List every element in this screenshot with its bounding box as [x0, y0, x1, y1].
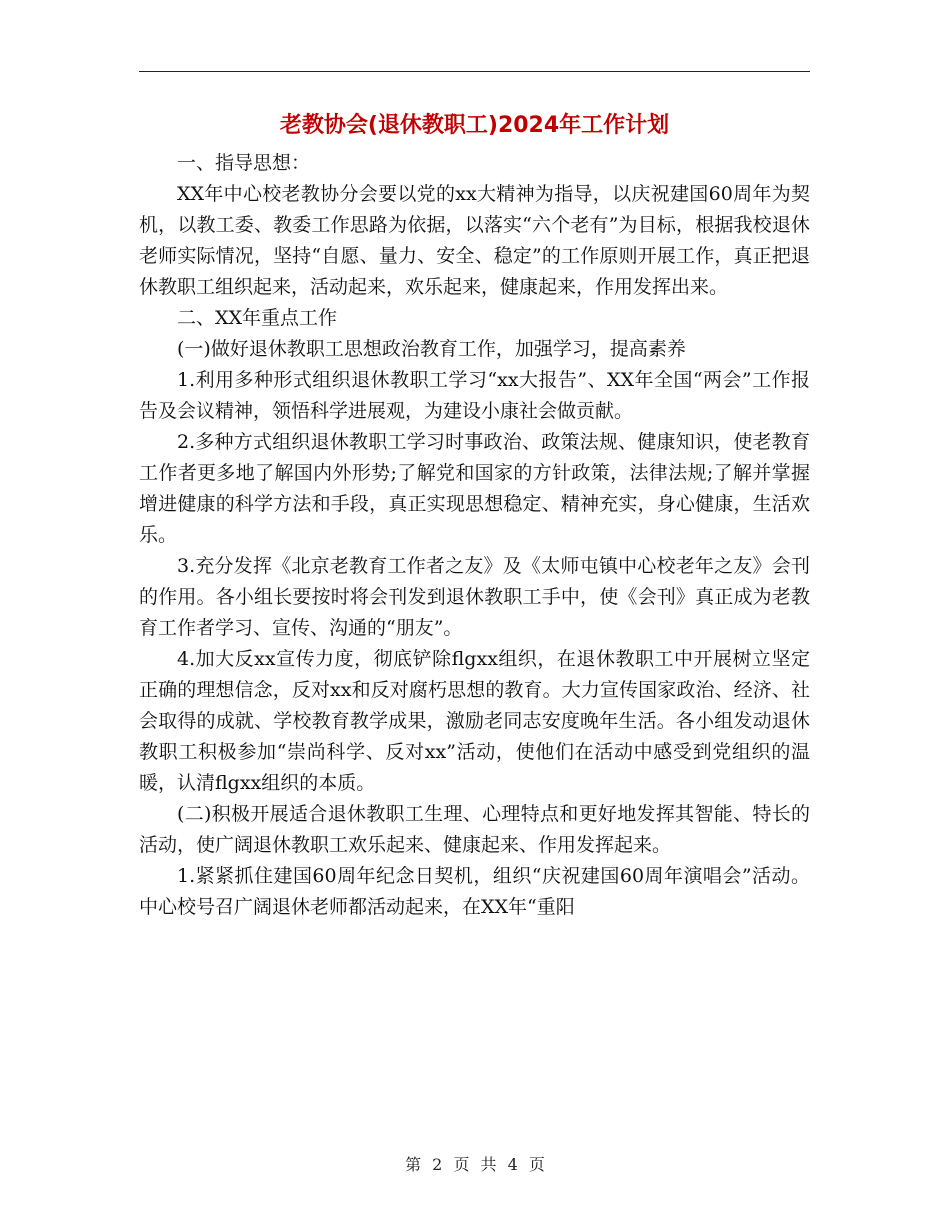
section-heading-guiding-ideology: 一、指导思想：: [177, 152, 311, 174]
document-body: [139, 148, 810, 923]
document-title: 老教协会(退休教职工)2024年工作计划: [279, 113, 670, 138]
paragraph-guiding-ideology: XX年中心校老教协分会要以党的xx大精神为指导，以庆祝建国60周年为契机，以教工委、教委工作思路为依据，以落实“六个老有”为目标，根据我校退休老师实际情况，坚持“自愿、量力、安全、稳定”的工作原则开展工作，真正把退休教职工组织起来，活动起来，欢乐起来，健康起来，作用发挥出来。: [139, 183, 810, 298]
paragraph-item-4: 4.加大反xx宣传力度，彻底铲除flgxx组织，在退休教职工中开展树立坚定正确的理想信念，反对xx和反对腐朽思想的教育。大力宣传国家政治、经济、社会取得的成就、学校教育教学成果，激励老同志安度晚年生活。各小组发动退休教职工积极参加“崇尚科学、反对xx”活动，使他们在活动中感受到党组织的温暖，认清flgxx组织的本质。: [139, 648, 810, 794]
subsection-heading-activities: (二)积极开展适合退休教职工生理、心理特点和更好地发挥其智能、特长的活动，使广阔退休教职工欢乐起来、健康起来、作用发挥起来。: [139, 803, 810, 856]
paragraph-item-2: 2.多种方式组织退休教职工学习时事政治、政策法规、健康知识，使老教育工作者更多地了解国内外形势;了解党和国家的方针政策，法律法规;了解并掌握增进健康的科学方法和手段，真正实现思想稳定、精神充实，身心健康，生活欢乐。: [139, 431, 810, 546]
header-rule: [139, 71, 810, 72]
paragraph-activity-item-1: 1.紧紧抓住建国60周年纪念日契机，组织“庆祝建国60周年演唱会”活动。中心校号召广阔退休老师都活动起来，在XX年“重阳: [139, 865, 810, 918]
paragraph-item-3: 3.充分发挥《北京老教育工作者之友》及《太师屯镇中心校老年之友》会刊的作用。各小组长要按时将会刊发到退休教职工手中，使《会刊》真正成为老教育工作者学习、宣传、沟通的“朋友”。: [139, 555, 810, 639]
section-heading-key-work: 二、XX年重点工作: [177, 307, 338, 329]
subsection-heading-political-education: (一)做好退休教职工思想政治教育工作，加强学习，提高素养: [177, 338, 686, 360]
paragraph-item-1: 1.利用多种形式组织退休教职工学习“xx大报告”、XX年全国“两会”工作报告及会议精神，领悟科学进展观，为建设小康社会做贡献。: [139, 369, 810, 422]
page-number: 第 2 页 共 4 页: [405, 1155, 545, 1174]
